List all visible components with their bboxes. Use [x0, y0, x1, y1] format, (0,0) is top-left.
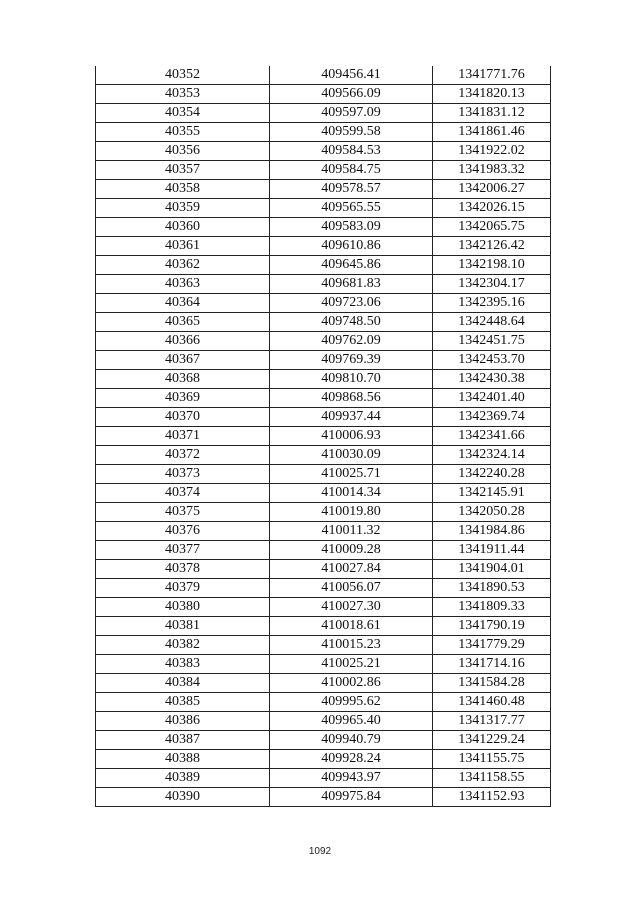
- table-row: [96, 484, 551, 503]
- page-number: 1092: [308, 846, 332, 857]
- x-coordinate-cell: 409584.75: [270, 161, 433, 180]
- table-row: [96, 237, 551, 256]
- table-row: [96, 788, 551, 807]
- x-coordinate-cell: 409928.24: [270, 750, 433, 769]
- point-id-cell: 40362: [96, 256, 270, 275]
- y-coordinate-cell: 1342401.40: [433, 389, 551, 408]
- point-id-cell: 40356: [96, 142, 270, 161]
- table-row: [96, 427, 551, 446]
- x-coordinate-cell: 409943.97: [270, 769, 433, 788]
- point-id-cell: 40385: [96, 693, 270, 712]
- y-coordinate-cell: 1342198.10: [433, 256, 551, 275]
- x-coordinate-cell: 409762.09: [270, 332, 433, 351]
- table-row: [96, 123, 551, 142]
- y-coordinate-cell: 1341820.13: [433, 85, 551, 104]
- point-id-cell: 40379: [96, 579, 270, 598]
- x-coordinate-cell: 410015.23: [270, 636, 433, 655]
- y-coordinate-cell: 1342006.27: [433, 180, 551, 199]
- x-coordinate-cell: 410009.28: [270, 541, 433, 560]
- table-row: [96, 275, 551, 294]
- y-coordinate-cell: 1341790.19: [433, 617, 551, 636]
- table-row: [96, 332, 551, 351]
- point-id-cell: 40370: [96, 408, 270, 427]
- point-id-cell: 40357: [96, 161, 270, 180]
- table-row: [96, 617, 551, 636]
- table-row: [96, 503, 551, 522]
- point-id-cell: 40363: [96, 275, 270, 294]
- table-row: [96, 389, 551, 408]
- x-coordinate-cell: 409456.41: [270, 66, 433, 85]
- y-coordinate-cell: 1341317.77: [433, 712, 551, 731]
- x-coordinate-cell: 410011.32: [270, 522, 433, 541]
- point-id-cell: 40364: [96, 294, 270, 313]
- point-id-cell: 40366: [96, 332, 270, 351]
- y-coordinate-cell: 1342126.42: [433, 237, 551, 256]
- point-id-cell: 40380: [96, 598, 270, 617]
- x-coordinate-cell: 409578.57: [270, 180, 433, 199]
- table-row: [96, 66, 551, 85]
- point-id-cell: 40389: [96, 769, 270, 788]
- table-row: [96, 370, 551, 389]
- x-coordinate-cell: 409645.86: [270, 256, 433, 275]
- y-coordinate-cell: 1342448.64: [433, 313, 551, 332]
- table-row: [96, 256, 551, 275]
- y-coordinate-cell: 1341771.76: [433, 66, 551, 85]
- x-coordinate-cell: 410002.86: [270, 674, 433, 693]
- y-coordinate-cell: 1341911.44: [433, 541, 551, 560]
- x-coordinate-cell: 409681.83: [270, 275, 433, 294]
- point-id-cell: 40381: [96, 617, 270, 636]
- point-id-cell: 40375: [96, 503, 270, 522]
- y-coordinate-cell: 1341714.16: [433, 655, 551, 674]
- table-row: [96, 541, 551, 560]
- x-coordinate-cell: 410025.21: [270, 655, 433, 674]
- point-id-cell: 40361: [96, 237, 270, 256]
- point-id-cell: 40387: [96, 731, 270, 750]
- x-coordinate-cell: 409584.53: [270, 142, 433, 161]
- point-id-cell: 40360: [96, 218, 270, 237]
- y-coordinate-cell: 1342430.38: [433, 370, 551, 389]
- y-coordinate-cell: 1342050.28: [433, 503, 551, 522]
- point-id-cell: 40386: [96, 712, 270, 731]
- y-coordinate-cell: 1342324.14: [433, 446, 551, 465]
- point-id-cell: 40367: [96, 351, 270, 370]
- y-coordinate-cell: 1341779.29: [433, 636, 551, 655]
- y-coordinate-cell: 1341984.86: [433, 522, 551, 541]
- x-coordinate-cell: 410014.34: [270, 484, 433, 503]
- x-coordinate-cell: 409975.84: [270, 788, 433, 807]
- y-coordinate-cell: 1341831.12: [433, 104, 551, 123]
- table-row: [96, 104, 551, 123]
- point-id-cell: 40383: [96, 655, 270, 674]
- table-row: [96, 142, 551, 161]
- x-coordinate-cell: 409583.09: [270, 218, 433, 237]
- table-row: [96, 85, 551, 104]
- table-row: [96, 522, 551, 541]
- point-id-cell: 40377: [96, 541, 270, 560]
- x-coordinate-cell: 409995.62: [270, 693, 433, 712]
- point-id-cell: 40376: [96, 522, 270, 541]
- table-row: [96, 712, 551, 731]
- table-row: [96, 294, 551, 313]
- x-coordinate-cell: 409610.86: [270, 237, 433, 256]
- y-coordinate-cell: 1342451.75: [433, 332, 551, 351]
- x-coordinate-cell: 409597.09: [270, 104, 433, 123]
- y-coordinate-cell: 1341155.75: [433, 750, 551, 769]
- point-id-cell: 40355: [96, 123, 270, 142]
- y-coordinate-cell: 1342065.75: [433, 218, 551, 237]
- x-coordinate-cell: 410027.30: [270, 598, 433, 617]
- x-coordinate-cell: 409810.70: [270, 370, 433, 389]
- y-coordinate-cell: 1342395.16: [433, 294, 551, 313]
- x-coordinate-cell: 410027.84: [270, 560, 433, 579]
- point-id-cell: 40371: [96, 427, 270, 446]
- point-id-cell: 40352: [96, 66, 270, 85]
- y-coordinate-cell: 1341152.93: [433, 788, 551, 807]
- y-coordinate-cell: 1341890.53: [433, 579, 551, 598]
- table-row: [96, 199, 551, 218]
- point-id-cell: 40372: [96, 446, 270, 465]
- table-row: [96, 598, 551, 617]
- x-coordinate-cell: 409965.40: [270, 712, 433, 731]
- x-coordinate-cell: 409748.50: [270, 313, 433, 332]
- x-coordinate-cell: 409868.56: [270, 389, 433, 408]
- y-coordinate-cell: 1342026.15: [433, 199, 551, 218]
- y-coordinate-cell: 1341922.02: [433, 142, 551, 161]
- y-coordinate-cell: 1341983.32: [433, 161, 551, 180]
- table-row: [96, 769, 551, 788]
- x-coordinate-cell: 409723.06: [270, 294, 433, 313]
- y-coordinate-cell: 1342369.74: [433, 408, 551, 427]
- table-row: [96, 313, 551, 332]
- point-id-cell: 40368: [96, 370, 270, 389]
- table-row: [96, 351, 551, 370]
- point-id-cell: 40374: [96, 484, 270, 503]
- point-id-cell: 40382: [96, 636, 270, 655]
- point-id-cell: 40359: [96, 199, 270, 218]
- coordinates-table-body: [96, 66, 551, 807]
- y-coordinate-cell: 1341809.33: [433, 598, 551, 617]
- x-coordinate-cell: 410018.61: [270, 617, 433, 636]
- x-coordinate-cell: 409599.58: [270, 123, 433, 142]
- y-coordinate-cell: 1341229.24: [433, 731, 551, 750]
- x-coordinate-cell: 410056.07: [270, 579, 433, 598]
- x-coordinate-cell: 409565.55: [270, 199, 433, 218]
- y-coordinate-cell: 1341861.46: [433, 123, 551, 142]
- y-coordinate-cell: 1342453.70: [433, 351, 551, 370]
- point-id-cell: 40358: [96, 180, 270, 199]
- point-id-cell: 40354: [96, 104, 270, 123]
- point-id-cell: 40353: [96, 85, 270, 104]
- x-coordinate-cell: 410019.80: [270, 503, 433, 522]
- x-coordinate-cell: 409769.39: [270, 351, 433, 370]
- y-coordinate-cell: 1341584.28: [433, 674, 551, 693]
- point-id-cell: 40378: [96, 560, 270, 579]
- y-coordinate-cell: 1341460.48: [433, 693, 551, 712]
- y-coordinate-cell: 1342145.91: [433, 484, 551, 503]
- table-row: [96, 750, 551, 769]
- point-id-cell: 40373: [96, 465, 270, 484]
- coordinates-table: [95, 66, 551, 807]
- table-row: [96, 465, 551, 484]
- table-row: [96, 579, 551, 598]
- y-coordinate-cell: 1342341.66: [433, 427, 551, 446]
- table-row: [96, 655, 551, 674]
- table-row: [96, 560, 551, 579]
- point-id-cell: 40388: [96, 750, 270, 769]
- table-row: [96, 161, 551, 180]
- table-row: [96, 180, 551, 199]
- y-coordinate-cell: 1342304.17: [433, 275, 551, 294]
- table-row: [96, 408, 551, 427]
- x-coordinate-cell: 410030.09: [270, 446, 433, 465]
- point-id-cell: 40365: [96, 313, 270, 332]
- point-id-cell: 40384: [96, 674, 270, 693]
- x-coordinate-cell: 410006.93: [270, 427, 433, 446]
- table-row: [96, 674, 551, 693]
- x-coordinate-cell: 409940.79: [270, 731, 433, 750]
- x-coordinate-cell: 410025.71: [270, 465, 433, 484]
- x-coordinate-cell: 409937.44: [270, 408, 433, 427]
- table-row: [96, 693, 551, 712]
- y-coordinate-cell: 1341158.55: [433, 769, 551, 788]
- table-row: [96, 446, 551, 465]
- x-coordinate-cell: 409566.09: [270, 85, 433, 104]
- table-row: [96, 218, 551, 237]
- y-coordinate-cell: 1341904.01: [433, 560, 551, 579]
- table-row: [96, 636, 551, 655]
- point-id-cell: 40369: [96, 389, 270, 408]
- table-row: [96, 731, 551, 750]
- point-id-cell: 40390: [96, 788, 270, 807]
- y-coordinate-cell: 1342240.28: [433, 465, 551, 484]
